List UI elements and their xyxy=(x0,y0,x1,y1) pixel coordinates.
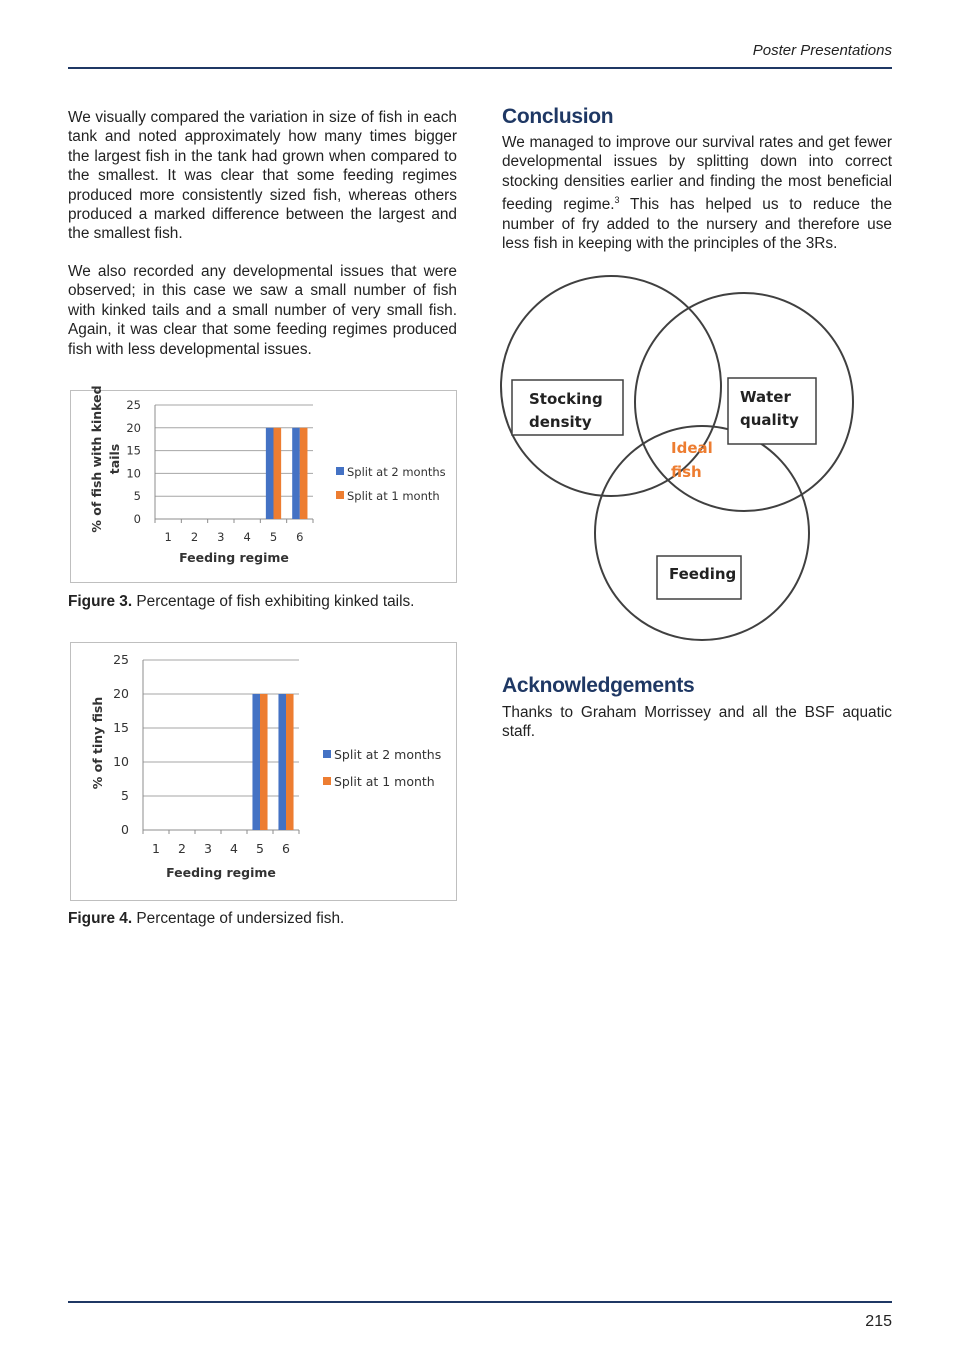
footer-rule xyxy=(68,1301,892,1303)
bar xyxy=(252,694,260,830)
y-axis-label: % of tiny fish xyxy=(90,696,105,790)
y-axis-label-line-2: tails xyxy=(107,443,122,475)
x-tick-label: 6 xyxy=(296,530,304,544)
legend-swatch xyxy=(323,750,331,758)
legend-swatch xyxy=(336,491,344,499)
reference-superscript: 3 xyxy=(614,195,620,206)
y-axis-label: % of fish with kinked xyxy=(89,385,104,533)
ideal-label-1: Ideal xyxy=(671,439,713,457)
venn-diagram xyxy=(502,290,892,650)
bar xyxy=(274,428,282,519)
venn-circle-feeding xyxy=(595,426,809,640)
running-header: Poster Presentations xyxy=(752,42,892,59)
figure-3-label: Figure 3. xyxy=(68,593,133,610)
figure-4-caption-text: Percentage of undersized fish. xyxy=(132,910,345,927)
x-axis-label: Feeding regime xyxy=(179,550,289,565)
bar xyxy=(266,428,274,519)
figure-4-caption xyxy=(68,910,344,928)
stocking-label-2: density xyxy=(529,413,592,431)
legend-label: Split at 2 months xyxy=(334,747,442,762)
bar xyxy=(286,694,294,830)
legend-swatch xyxy=(336,467,344,475)
header-rule xyxy=(68,67,892,69)
ideal-label-2: fish xyxy=(671,463,702,481)
bar xyxy=(300,428,308,519)
bar xyxy=(278,694,286,830)
conclusion-paragraph xyxy=(502,133,892,254)
figure-3-chart xyxy=(70,385,457,583)
page-number: 215 xyxy=(865,1313,892,1330)
conclusion-text-1: We managed to improve our survival rates and get fewer developmental issues by splitting down into correct stocking densities earlier and finding the most beneficial feeding regime. xyxy=(502,134,892,214)
x-axis-label: Feeding regime xyxy=(166,865,276,880)
y-tick-label: 5 xyxy=(133,489,141,504)
figure-4-plot xyxy=(71,643,456,900)
stocking-label-1: Stocking xyxy=(529,390,603,408)
bar xyxy=(260,694,268,830)
x-tick-label: 2 xyxy=(178,841,186,856)
bar xyxy=(292,428,300,519)
water-label-2: quality xyxy=(740,411,799,429)
y-tick-label: 10 xyxy=(113,754,129,769)
figure-3-caption xyxy=(68,593,414,611)
y-tick-label: 20 xyxy=(126,420,141,435)
feeding-label: Feeding xyxy=(669,565,737,583)
y-tick-label: 25 xyxy=(126,398,141,412)
x-tick-label: 4 xyxy=(243,530,251,544)
y-tick-label: 20 xyxy=(113,686,129,701)
conclusion-text-2: This has helped us to reduce the number of fry added to the nursery and therefore use less fish in keeping with the principles of the 3Rs. xyxy=(502,196,892,253)
x-tick-label: 3 xyxy=(217,530,225,544)
figure-3-plot xyxy=(71,385,456,582)
x-tick-label: 6 xyxy=(282,841,290,856)
legend-label: Split at 1 month xyxy=(334,774,435,789)
x-tick-label: 3 xyxy=(204,841,212,856)
legend-label: Split at 1 month xyxy=(347,489,440,503)
x-tick-label: 5 xyxy=(269,530,278,544)
figure-3-caption-text: Percentage of fish exhibiting kinked tails. xyxy=(132,593,415,610)
body-paragraph-2: We also recorded any developmental issues that were observed; in this case we saw a small number of fish with kinked tails and a small number of very small fish. Again, it was clear that some feeding regimes produced fish with less developmental issues. xyxy=(68,263,457,358)
y-tick-label: 0 xyxy=(121,822,129,837)
conclusion-heading: Conclusion xyxy=(502,105,614,128)
figure-4-chart xyxy=(70,642,457,901)
acknowledgements-heading: Acknowledgements xyxy=(502,674,695,697)
x-tick-label: 2 xyxy=(190,530,199,544)
y-tick-label: 25 xyxy=(113,652,129,667)
x-tick-label: 1 xyxy=(152,841,160,856)
y-tick-label: 15 xyxy=(113,720,129,735)
x-tick-label: 5 xyxy=(256,841,264,856)
x-tick-label: 4 xyxy=(230,841,238,856)
acknowledgements-paragraph: Thanks to Graham Morrissey and all the BSF aquatic staff. xyxy=(502,704,892,741)
y-tick-label: 0 xyxy=(133,512,141,526)
legend-swatch xyxy=(323,777,331,785)
body-paragraph-1: We visually compared the variation in size of fish in each tank and noted approximately how many times bigger the largest fish in the tank had grown when compared to the smallest. It was clear that some feeding regimes produced more consistently sized fish, whereas others produced a marked difference between the largest and the smallest fish. xyxy=(68,109,457,243)
y-tick-label: 15 xyxy=(126,443,141,458)
y-tick-label: 5 xyxy=(121,788,129,803)
water-label-1: Water xyxy=(740,388,791,406)
figure-4-label: Figure 4. xyxy=(68,910,133,927)
y-tick-label: 10 xyxy=(126,466,141,481)
legend-label: Split at 2 months xyxy=(347,465,446,479)
x-tick-label: 1 xyxy=(164,530,172,544)
